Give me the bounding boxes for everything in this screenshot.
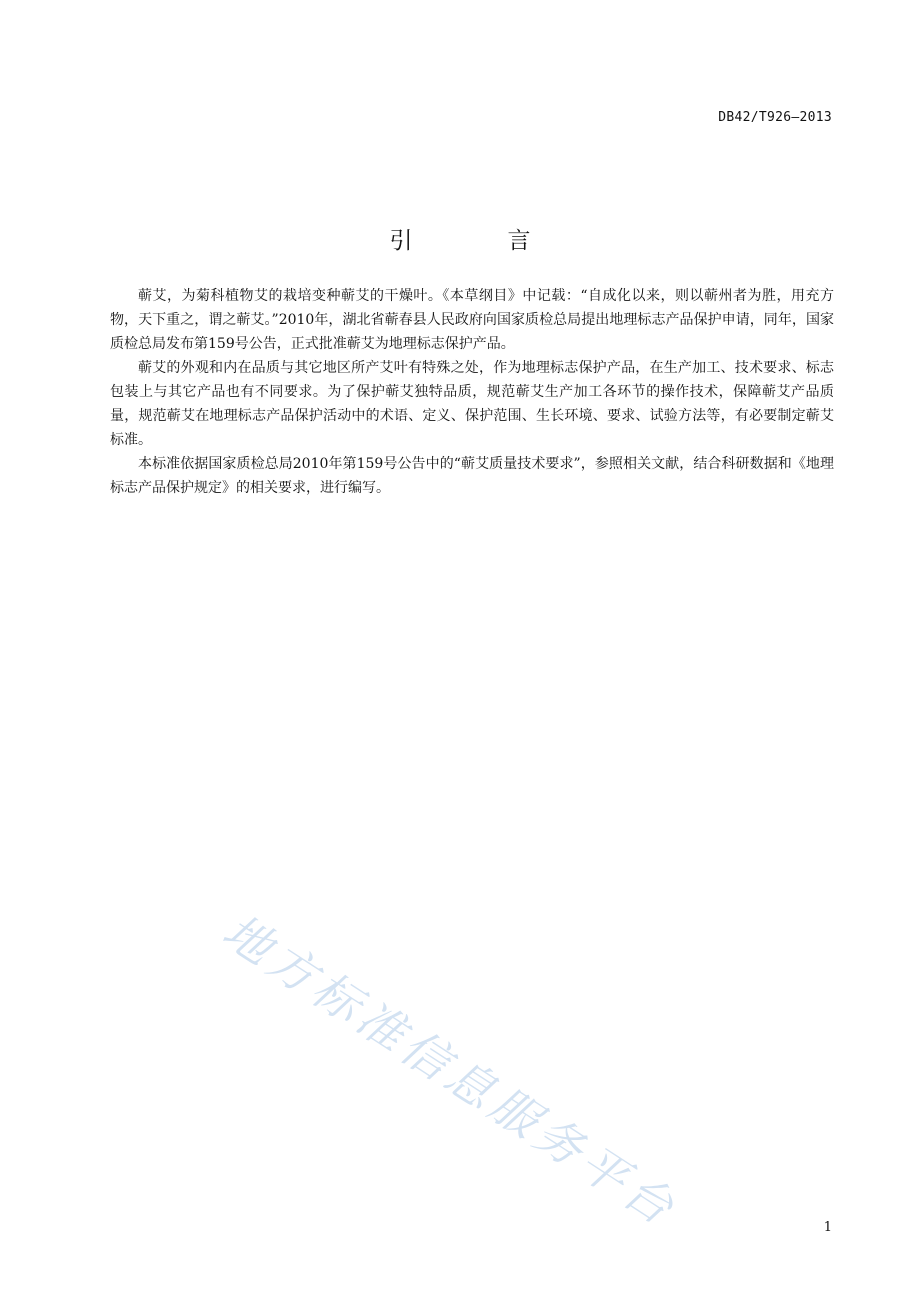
body-text <box>110 284 834 500</box>
paragraph: 本标准依据国家质检总局2010年第159号公告中的“蕲艾质量技术要求”，参照相关文献，结合科研数据和《地理标志产品保护规定》的相关要求，进行编写。 <box>110 456 834 496</box>
paragraph: 蕲艾，为菊科植物艾的栽培变种蕲艾的干燥叶。《本草纲目》中记载：“自成化以来，则以蕲州者为胜，用充方物，天下重之，谓之蕲艾。”2010年，湖北省蕲春县人民政府向国家质检总局提出地理标志产品保护申请，同年，国家质检总局发布第159号公告，正式批准蕲艾为地理标志保护产品。 <box>110 288 834 352</box>
paragraph: 蕲艾的外观和内在品质与其它地区所产艾叶有特殊之处，作为地理标志保护产品，在生产加工、技术要求、标志包装上与其它产品也有不同要求。为了保护蕲艾独特品质，规范蕲艾生产加工各环节的操作技术，保障蕲艾产品质量，规范蕲艾在地理标志产品保护活动中的术语、定义、保护范围、生长环境、要求、试验方法等，有必要制定蕲艾标准。 <box>110 360 834 448</box>
watermark: 地方标准信息服务平台 <box>212 903 688 1239</box>
page-number: 1 <box>823 1220 832 1235</box>
section-title: 引 言 <box>389 228 567 254</box>
document-code: DB42/T926—2013 <box>718 110 832 125</box>
